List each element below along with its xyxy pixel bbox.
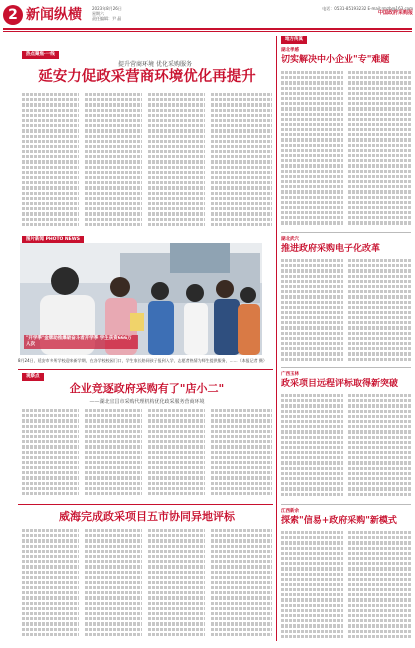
body-column: [281, 393, 343, 501]
article-subtitle: ——湖北宜昌市采购代理机构优化政采服务营商环境: [89, 399, 205, 405]
article-headline: 延安力促政采营商环境优化再提升: [38, 68, 256, 85]
article-body: [281, 393, 411, 501]
section-tag: 观察点: [22, 373, 44, 381]
photo-news-tag: 图片新闻 PHOTO NEWS: [22, 236, 84, 244]
body-column: [22, 408, 79, 500]
article-headline: 切实解决中小企业"专"难题: [281, 55, 390, 65]
section-rule: [18, 504, 273, 505]
section-badge: 2: [3, 5, 23, 25]
article-body: [281, 70, 411, 230]
body-column: [348, 70, 411, 230]
article-headline: 威海完成政采项目五市协同异地评标: [59, 510, 235, 523]
body-column: [85, 528, 142, 640]
article-body: [281, 530, 411, 640]
contact-info: [268, 6, 413, 16]
article-body: [22, 92, 272, 232]
article-rule: [281, 232, 411, 233]
body-column: [85, 408, 142, 500]
body-column: [348, 530, 411, 640]
body-column: [148, 528, 205, 640]
article-body: [281, 258, 411, 364]
header-rule-thin: [3, 31, 412, 32]
masthead-name: 中国政府采购报: [377, 10, 413, 16]
section-tag: 热点聚焦·一线: [22, 51, 59, 59]
body-column: [348, 258, 411, 364]
section-rule: [18, 369, 273, 370]
article-headline: 企业竞逐政府采购有了"店小二": [69, 382, 225, 395]
body-column: [22, 92, 79, 232]
issue-editor: 责任编辑：尹 晶: [92, 16, 122, 21]
article-kicker: 提升营商环境 优化采购服务: [118, 61, 192, 68]
column-divider: [276, 36, 277, 641]
article-body: [22, 528, 272, 640]
news-photo: [20, 243, 262, 355]
page-header: [0, 0, 415, 40]
body-column: [211, 408, 272, 500]
body-column: [211, 92, 272, 232]
contact-line: 电话：0531-85193232 E-mail:rmzb@163.com: [322, 6, 413, 11]
issue-weekday: 星期六: [92, 11, 104, 16]
body-column: [148, 408, 205, 500]
paper-title: 新闻纵横: [26, 7, 82, 23]
article-rule: [281, 504, 411, 505]
body-column: [22, 528, 79, 640]
section-tag: 地方传真: [281, 36, 307, 44]
issue-meta: [92, 6, 152, 21]
body-column: [281, 258, 343, 364]
body-column: [281, 530, 343, 640]
photo-caption: 8月24日，延安市多所学校迎来新学期，在各学校校园门口，学生家长陪同孩子报到入学，志愿者热情为师生提供服务，……（本报记者 摄）: [18, 358, 267, 363]
article-rule: [281, 367, 411, 368]
body-column: [85, 92, 142, 232]
region-label: 湖北武穴: [281, 237, 299, 242]
photo-overlay-text: "开学季"金牌助推爆破奋斗者开学季 学生获资666万人次: [24, 335, 138, 349]
body-column: [148, 92, 205, 232]
body-column: [211, 528, 272, 640]
header-rule: [3, 28, 412, 30]
article-headline: 探索"信易+政府采购"新模式: [281, 516, 397, 526]
article-headline: 推进政府采购电子化改革: [281, 244, 381, 254]
article-body: [22, 408, 272, 500]
region-label: 湖北孝感: [281, 48, 299, 53]
article-headline: 政采项目远程评标取得新突破: [281, 379, 399, 389]
issue-date: 2023年8月26日: [92, 6, 122, 11]
body-column: [281, 70, 343, 230]
region-label: 广西玉林: [281, 372, 299, 377]
body-column: [348, 393, 411, 501]
region-label: 江西新余: [281, 509, 299, 514]
